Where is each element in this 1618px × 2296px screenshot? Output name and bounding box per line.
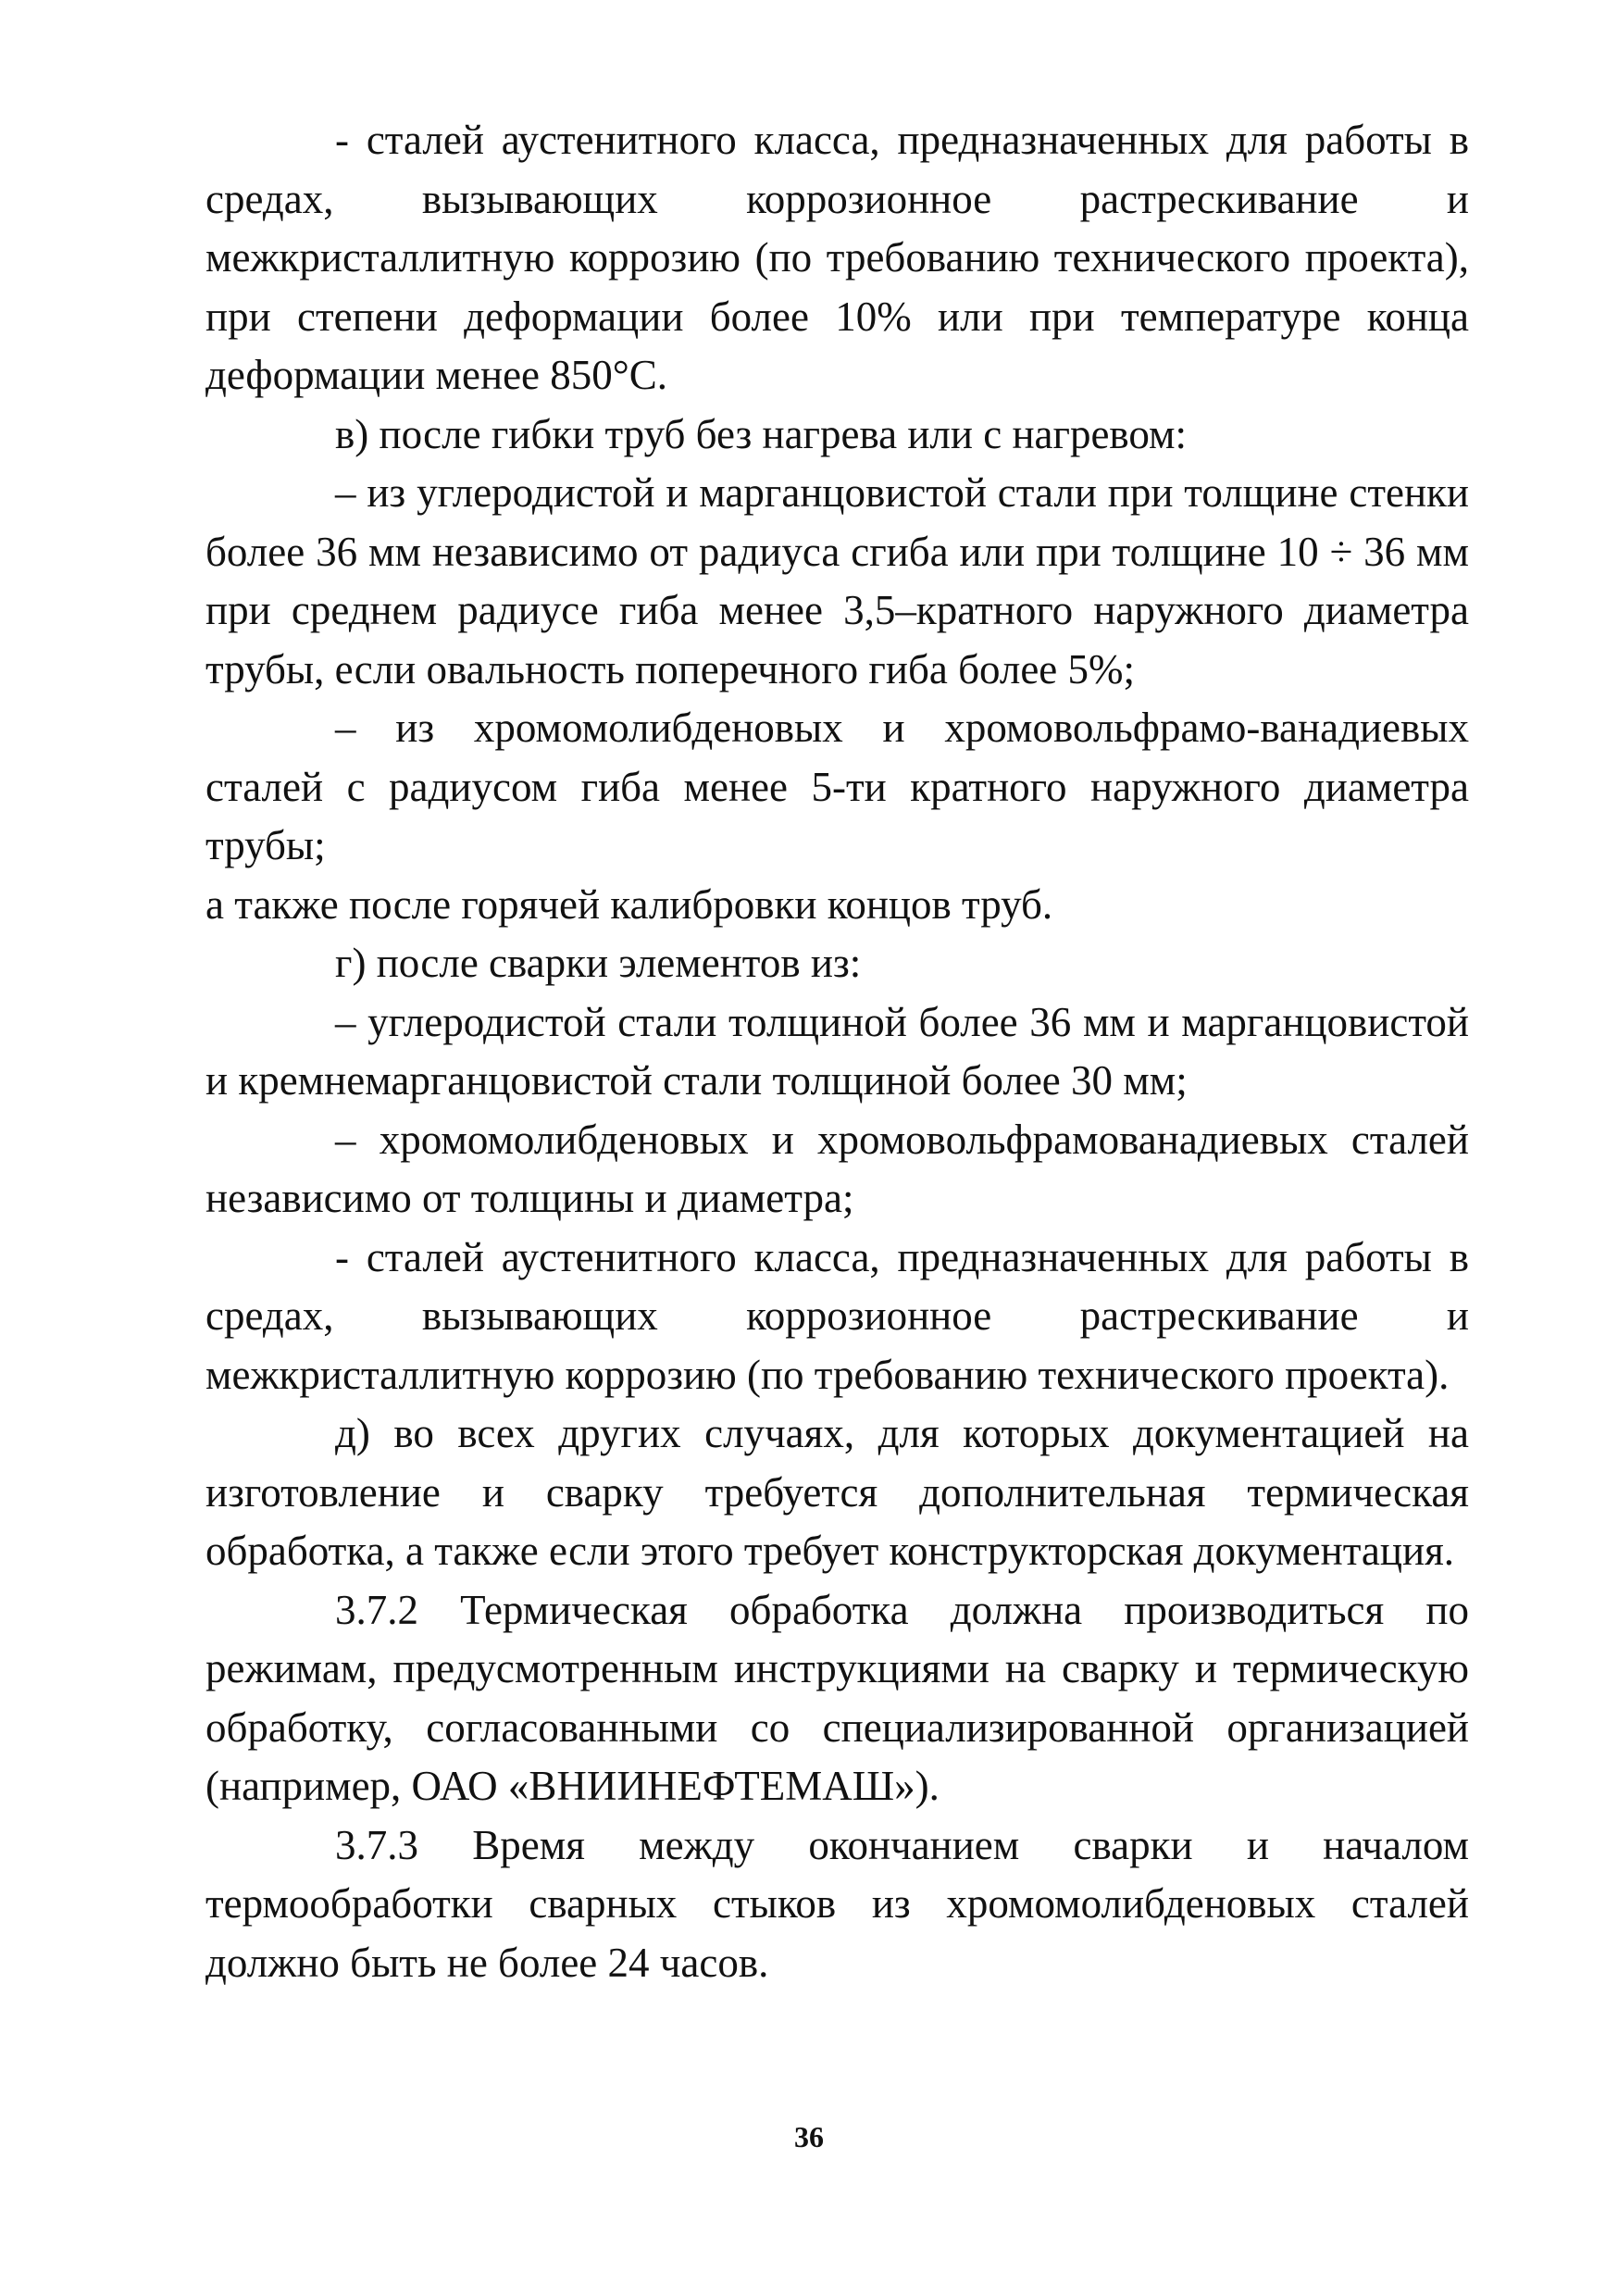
paragraph-chrome-steel-welding: – хромомолибденовых и хромовольфрамованадиевых сталей независимо от толщины и диаметра;	[205, 1116, 1469, 1221]
paragraph-chrome-molybdenum-bending: – из хромомолибденовых и хромовольфрамо-ванадиевых сталей с радиусом гиба менее 5-ти кратного наружного диаметра трубы;	[205, 705, 1469, 868]
document-body	[205, 111, 1469, 1992]
paragraph-carbon-manganese-bending: – из углеродистой и марганцовистой стали при толщине стенки более 36 мм независимо от радиуса сгиба или при толщине 10 ÷ 36 мм при среднем радиусе гиба менее 3,5–кратного наружного диаметра трубы, если овальность поперечного гиба более 5%;	[205, 469, 1469, 693]
paragraph-austenitic-steels-deformation: - сталей аустенитного класса, предназначенных для работы в средах, вызывающих коррозионное растрескивание и межкристаллитную коррозию (по требованию технического проекта), при степени деформации более 10% или при температуре конца деформации менее 850°С.	[205, 117, 1469, 398]
paragraph-carbon-steel-welding: – углеродистой стали толщиной более 36 мм и марганцовистой и кремнемарганцовистой стали толщиной более 30 мм;	[205, 998, 1469, 1104]
paragraph-other-cases: д) во всех других случаях, для которых документацией на изготовление и сварку требуется дополнительная термическая обработка, а также если этого требует конструкторская документация.	[205, 1410, 1469, 1574]
paragraph-section-3-7-3: 3.7.3 Время между окончанием сварки и началом термообработки сварных стыков из хромомолибденовых сталей должно быть не более 24 часов.	[205, 1821, 1469, 1986]
paragraph-pipe-bending-heading: в) после гибки труб без нагрева или с нагревом:	[335, 410, 1187, 457]
paragraph-austenitic-steels-welding: - сталей аустенитного класса, предназначенных для работы в средах, вызывающих коррозионное растрескивание и межкристаллитную коррозию (по требованию технического проекта).	[205, 1233, 1469, 1398]
paragraph-hot-calibration: а также после горячей калибровки концов труб.	[205, 880, 1053, 928]
paragraph-welding-heading: г) после сварки элементов из:	[335, 940, 862, 986]
paragraph-section-3-7-2: 3.7.2 Термическая обработка должна производиться по режимам, предусмотренным инструкциями на сварку и термическую обработку, согласованными со специализированной организацией (например, ОАО «ВНИИНЕФТЕМАШ»).	[205, 1586, 1469, 1809]
page-number: 36	[794, 2120, 824, 2153]
